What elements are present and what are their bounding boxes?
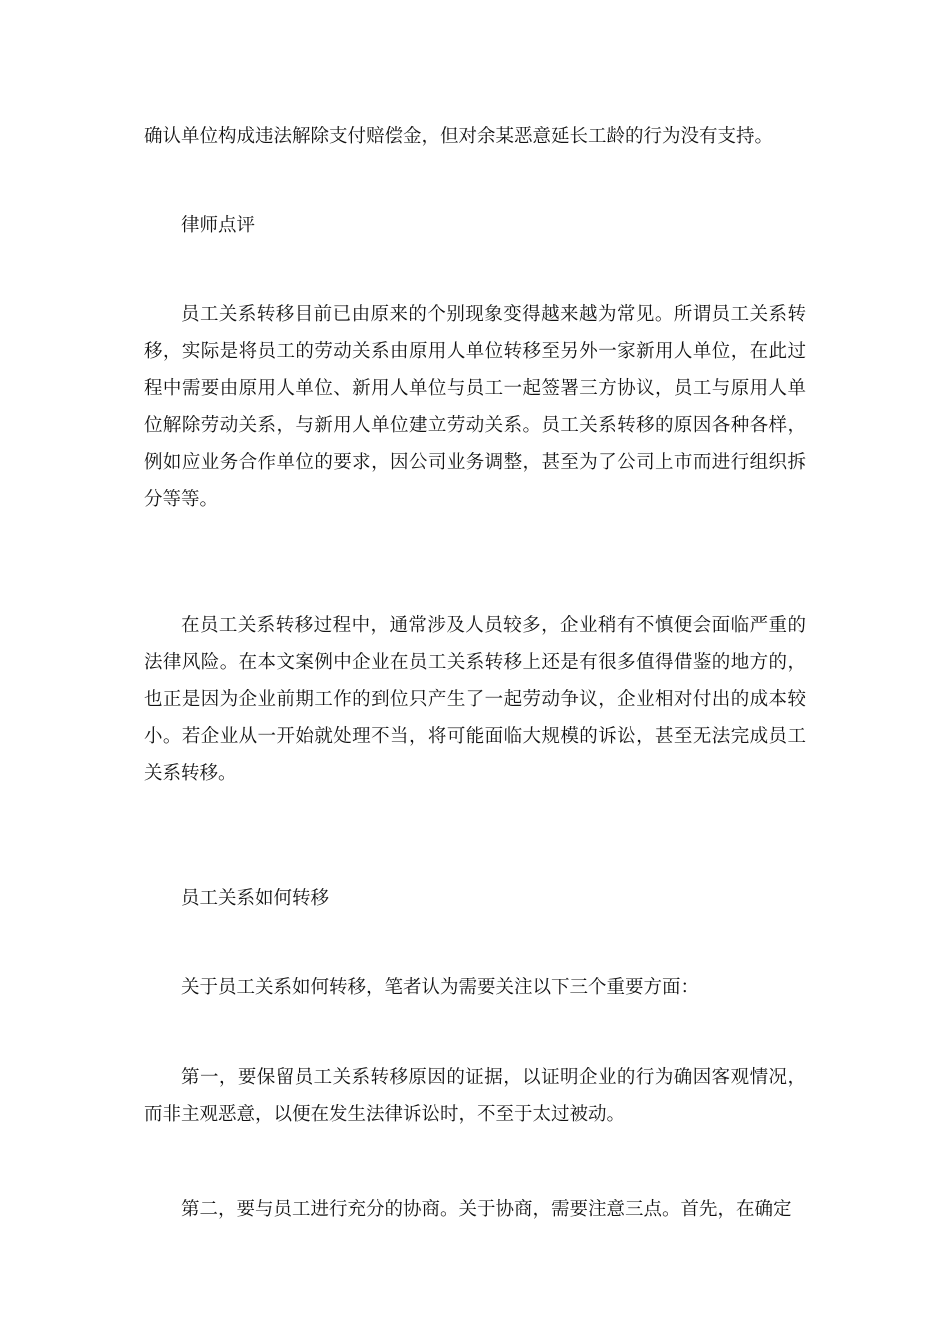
section-heading-lawyer-review: 律师点评	[181, 215, 256, 236]
section-heading-how-to-transfer: 员工关系如何转移	[181, 888, 330, 909]
intro-paragraph: 确认单位构成违法解除支付赔偿金，但对余某恶意延长工龄的行为没有支持。	[144, 126, 774, 147]
paragraph-4: 第一，要保留员工关系转移原因的证据，以证明企业的行为确因客观情况，而非主观恶意，以便在发生法律诉讼时，不至于太过被动。	[144, 1067, 806, 1125]
paragraph-5: 第二，要与员工进行充分的协商。关于协商，需要注意三点。首先，在确定	[181, 1199, 792, 1220]
paragraph-2: 在员工关系转移过程中，通常涉及人员较多，企业稍有不慎便会面临严重的法律风险。在本文案例中企业在员工关系转移上还是有很多值得借鉴的地方的，也正是因为企业前期工作的到位只产生了一起劳动争议，企业相对付出的成本较小。若企业从一开始就处理不当，将可能面临大规模的诉讼，甚至无法完成员工关系转移。	[144, 615, 806, 784]
paragraph-3: 关于员工关系如何转移，笔者认为需要关注以下三个重要方面：	[181, 977, 700, 998]
paragraph-1: 员工关系转移目前已由原来的个别现象变得越来越为常见。所谓员工关系转移，实际是将员工的劳动关系由原用人单位转移至另外一家新用人单位，在此过程中需要由原用人单位、新用人单位与员工一起签署三方协议，员工与原用人单位解除劳动关系，与新用人单位建立劳动关系。员工关系转移的原因各种各样，例如应业务合作单位的要求，因公司业务调整，甚至为了公司上市而进行组织拆分等等。	[144, 304, 806, 510]
